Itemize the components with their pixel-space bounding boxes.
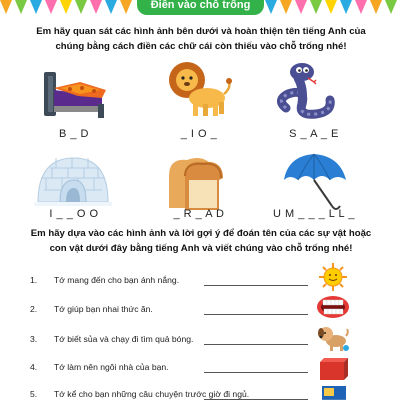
igloo-icon xyxy=(32,150,112,208)
instruction-2: Em hãy dựa vào các hình ảnh và lời gợi ý để đoán tên của các sự vật hoặc con vật dưới đây bằng tiếng Anh và viết chúng vào chỗ trống nhé! xyxy=(30,228,372,254)
puzzle-word-3: S _ A _ E xyxy=(289,128,339,140)
sun-icon xyxy=(316,262,350,292)
puzzle-word-5: _ R _ A D xyxy=(173,208,225,220)
answer-blank-4[interactable] xyxy=(204,372,308,373)
dog-icon xyxy=(316,322,350,352)
instruction-1: Em hãy quan sát các hình ảnh bên dưới và hoàn thiện tên tiếng Anh của chúng bằng cách điền các chữ cái còn thiếu vào chỗ trống nhé! xyxy=(36,26,366,52)
question-3 xyxy=(30,334,193,344)
question-number: 3. xyxy=(30,334,38,344)
question-number: 2. xyxy=(30,304,38,314)
question-2 xyxy=(30,304,153,314)
snake-icon xyxy=(272,58,342,120)
answer-blank-3[interactable] xyxy=(204,344,308,345)
answer-blank-2[interactable] xyxy=(204,314,308,315)
question-text: Tớ làm nên ngôi nhà của bạn. xyxy=(54,362,169,372)
puzzle-word-2: _ I O _ xyxy=(180,128,218,140)
question-4 xyxy=(30,362,169,372)
puzzle-word-1: B _ D xyxy=(58,128,89,140)
question-number: 5. xyxy=(30,389,38,399)
question-text: Tớ giúp bạn nhai thức ăn. xyxy=(54,304,153,314)
answer-blank-1[interactable] xyxy=(204,285,308,286)
book-icon xyxy=(316,380,350,400)
bunting-left xyxy=(0,0,135,22)
question-text: Tớ mang đến cho bạn ánh nắng. xyxy=(54,275,180,285)
lion-icon xyxy=(163,58,233,120)
question-number: 4. xyxy=(30,362,38,372)
teeth-icon xyxy=(316,292,350,322)
question-1 xyxy=(30,275,179,285)
puzzle-word-4: I _ _ O O xyxy=(49,208,99,220)
puzzle-word-6: U M _ _ _ L L _ xyxy=(273,208,355,220)
worksheet-title: Điền vào chỗ trống xyxy=(137,0,264,15)
bunting-right xyxy=(265,0,400,22)
bed-icon xyxy=(40,60,110,122)
question-number: 1. xyxy=(30,275,38,285)
question-text: Tớ biết sủa và chạy đi tìm quả bóng. xyxy=(54,334,194,344)
bread-icon xyxy=(163,152,233,214)
brick-icon xyxy=(316,352,350,382)
question-5 xyxy=(30,389,249,399)
question-text: Tớ kể cho bạn những câu chuyện trước giờ đi ngủ. xyxy=(54,389,250,399)
umbrella-icon xyxy=(280,150,350,212)
